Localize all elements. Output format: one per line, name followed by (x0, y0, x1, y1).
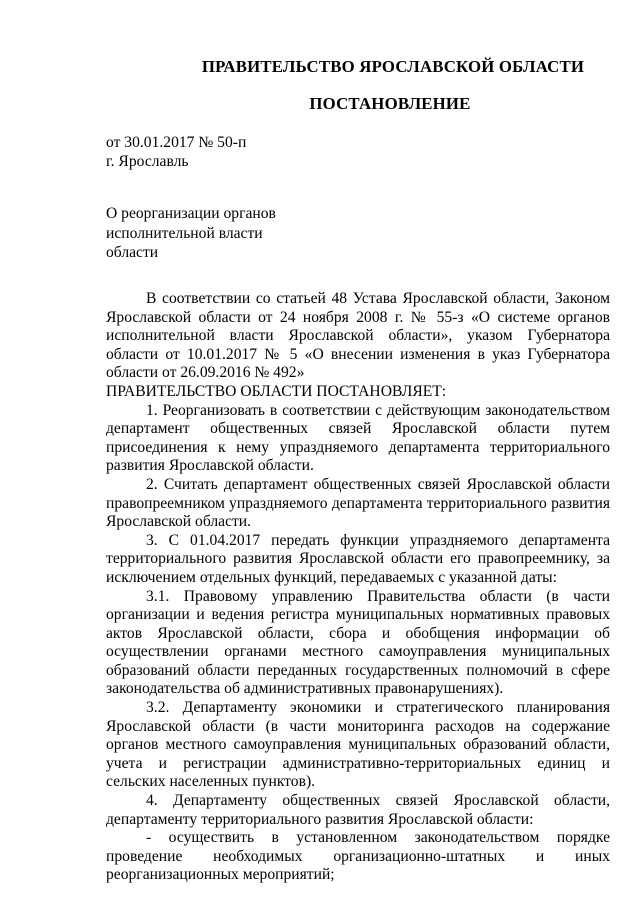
decree-resolution-line: ПРАВИТЕЛЬСТВО ОБЛАСТИ ПОСТАНОВЛЯЕТ: (106, 382, 447, 400)
clause-2: 2. Считать департамент общественных связей Ярославской области правопреемником упраздняемого департамента территориального развития Ярославской области. (106, 475, 610, 531)
clause-3: 3. С 01.04.2017 передать функции упраздняемого департамента территориального развития Ярославской области его правопреемнику, за исключением отдельных функций, передаваемых с указанной даты: (106, 531, 610, 586)
subject-line: О реорганизации органов (106, 205, 276, 222)
clause-4: 4. Департаменту общественных связей Ярославской области, департаменту территориального развития Ярославской области: (106, 792, 610, 828)
decree-subject (106, 204, 306, 263)
subject-line: исполнительной власти (106, 224, 263, 242)
clause-3-2: 3.2. Департаменту экономики и стратегического планирования Ярославской области (в части мониторинга расходов на содержание органов местного самоуправления муниципальных образований области, учета и регистрации административно-территориальных единиц и сельских населенных пунктов). (106, 699, 610, 791)
decree-city: г. Ярославль (106, 153, 189, 170)
government-title: ПРАВИТЕЛЬСТВО ЯРОСЛАВСКОЙ ОБЛАСТИ (201, 57, 585, 76)
document-type-title: ПОСТАНОВЛЕНИЕ (309, 94, 471, 113)
preamble-paragraph: В соответствии со статьей 48 Устава Ярославской области, Законом Ярославской области от 24 ноября 2008 г. № 55-з «О системе органов исполнительной власти Ярославской области», указом Губернатора области от 10.01.2017 № 5 «О внесении изменения в указ Губернатора области от 26.09.2016 № 492» (106, 290, 610, 382)
subject-line: области (106, 244, 159, 261)
decree-date-number: от 30.01.2017 № 50-п (106, 134, 247, 151)
decree-body (106, 290, 610, 885)
clause-1: 1. Реорганизовать в соответствии с действующим законодательством департамент общественных связей Ярославской области путем присоединения к нему упраздняемого департамента территориального развития Ярославской области. (106, 401, 610, 475)
clause-3-1: 3.1. Правовому управлению Правительства области (в части организации и ведения регистра муниципальных нормативных правовых актов Ярославской области, сбора и обобщения информации об осуществлении органами местного самоуправления муниципальных образований области переданных государственных полномочий в сфере законодательства об административных правонарушениях). (106, 587, 610, 698)
clause-4-bullet: - осуществить в установленном законодательством порядке проведение необходимых организационно-штатных и иных реорганизационных мероприятий; (106, 829, 610, 884)
